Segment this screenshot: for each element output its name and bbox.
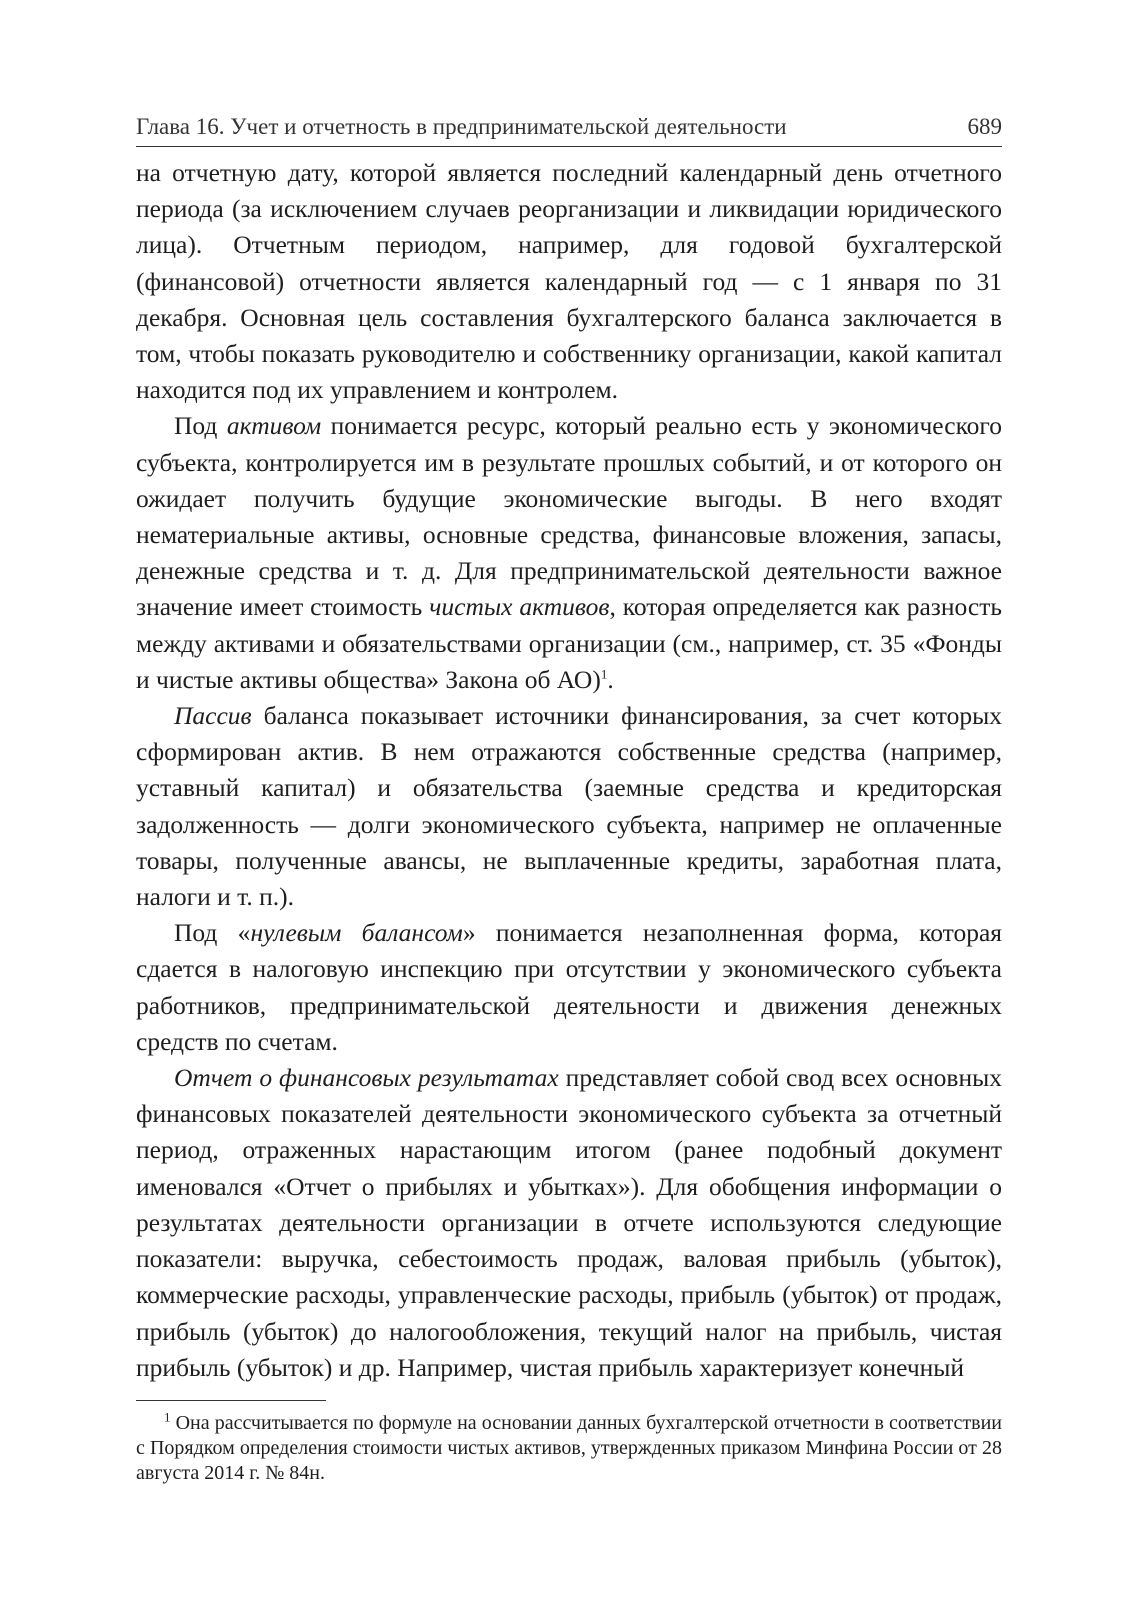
text-run: Под (174, 411, 227, 441)
term-assets: активом (226, 411, 322, 441)
text-run: , которая определяется как разность между активами и обязательствами организации (см., например, ст. 35 «Фонды и чистые активы общества» Закона об АО) (136, 592, 1002, 694)
term-financial-results-report: Отчет о финансовых результатах (174, 1063, 559, 1093)
paragraph-3 (136, 698, 1002, 915)
paragraph-4 (136, 915, 1002, 1060)
text-run: понимается ресурс, который реально есть у экономического субъекта, контролируется им в результате прошлых событий, и от которого он ожидает получить будущие экономические выгоды. В него входят нематериальные активы, основные средства, финансовые вложения, запасы, денежные средства и т. д. Для предпринимательской деятельности важное значение имеет стоимость (136, 411, 1003, 622)
text-run: . (607, 664, 614, 694)
footnotes (136, 1411, 1002, 1486)
footnote-marker: 1 (164, 1409, 171, 1425)
text-run: » понимается незаполненная форма, которая сдается в налоговую инспекцию при отсутствии у экономического субъекта работников, предпринимательской деятельности и движения денежных средств по счетам. (136, 918, 1003, 1056)
term-net-assets: чистых активов (429, 592, 610, 622)
footnote-reference[interactable]: 1 (600, 666, 608, 682)
term-liabilities: Пассив (174, 701, 252, 731)
text-run: Под « (174, 918, 251, 948)
page-number: 689 (967, 114, 1002, 139)
running-header (136, 112, 1002, 147)
text-run: представляет собой свод всех основных финансовых показателей деятельности экономического субъекта за отчетный период, отраженных нарастающим итогом (ранее подобный документ именовался «Отчет о прибылях и убытках»). Для обобщения информации о результатах деятельности организации в отчете используются следующие показатели: выручка, себестоимость продаж, валовая прибыль (убыток), коммерческие расходы, управленческие расходы, прибыль (убыток) от продаж, прибыль (убыток) до налогообложения, текущий налог на прибыль, чистая прибыль (убыток) и др. Например, чистая прибыль характеризует конечный (136, 1063, 1002, 1382)
body-text (136, 155, 1002, 1386)
paragraph-2 (136, 408, 1002, 698)
chapter-title: Глава 16. Учет и отчетность в предпринимательской деятельности (136, 114, 787, 139)
footnote-1 (136, 1411, 1002, 1486)
paragraph-1: на отчетную дату, которой является последний календарный день отчетного периода (за исключением случаев реорганизации и ликвидации юридического лица). Отчетным периодом, например, для годовой бухгалтерской (финансовой) отчетности является календарный год — с 1 января по 31 декабря. Основная цель составления бухгалтерского баланса заключается в том, чтобы показать руководителю и собственнику организации, какой капитал находится под их управлением и контролем. (136, 158, 1002, 405)
footnote-divider (136, 1400, 326, 1401)
text-run: баланса показывает источники финансирования, за счет которых сформирован актив. В нем отражаются собственные средства (например, уставный капитал) и обязательства (заемные средства и кредиторская задолженность — долги экономического субъекта, например не оплаченные товары, полученные авансы, не выплаченные кредиты, заработная плата, налоги и т. п.). (136, 701, 1002, 912)
term-zero-balance: нулевым балансом (250, 918, 463, 948)
footnote-text: Она рассчитывается по формуле на основании данных бухгалтерской отчетности в соответствии с Порядком определения стоимости чистых активов, утвержденных приказом Минфина России от 28 августа 2014 г. № 84н. (136, 1411, 1002, 1484)
paragraph-5 (136, 1060, 1002, 1386)
book-page (136, 112, 1002, 1486)
